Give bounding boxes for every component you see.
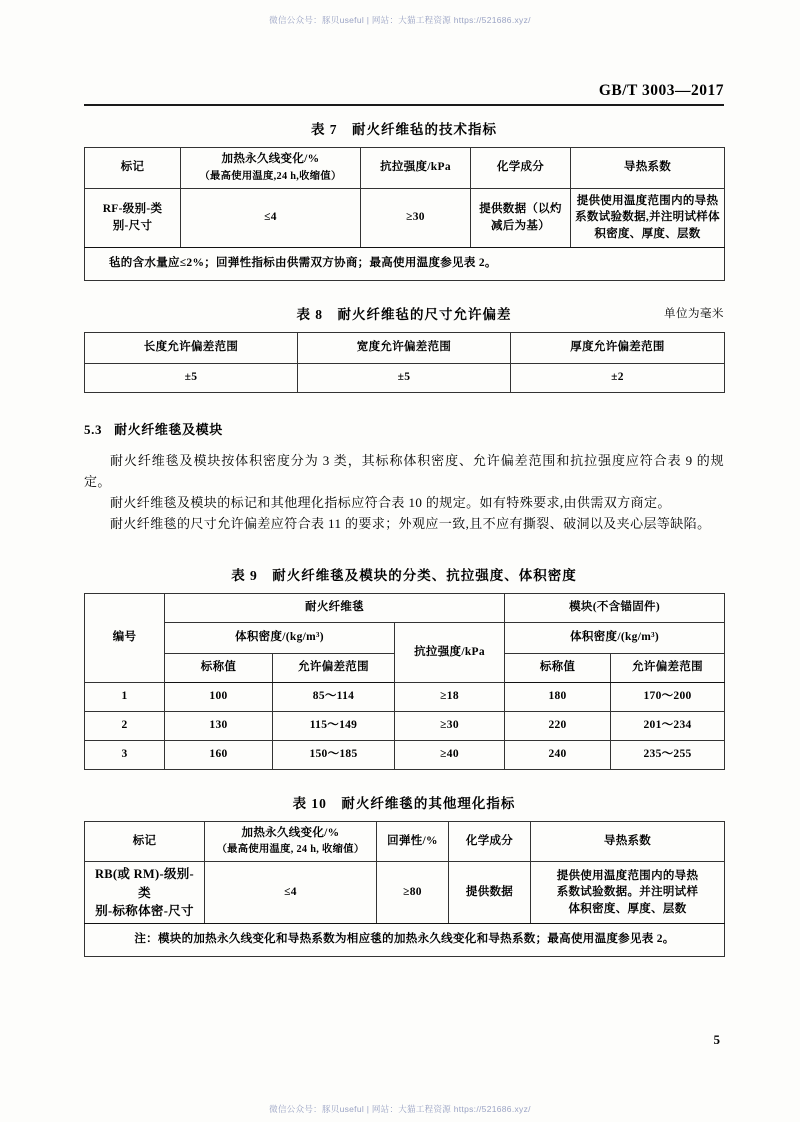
table-row (85, 923, 725, 956)
table9-header-tensile: 抗拉强度/kPa (395, 622, 505, 682)
section-5-3-number: 5.3 (84, 421, 103, 437)
table7-header-chemical: 化学成分 (471, 148, 571, 189)
section-5-3-heading (84, 419, 724, 438)
page-number: 5 (713, 1032, 720, 1047)
table7-header-line-change-l2: （最高使用温度,24 h,收缩值） (199, 170, 342, 182)
table10-header-conductivity: 导热系数 (531, 821, 725, 862)
section-5-3-title: 耐火纤维毯及模块 (114, 421, 223, 437)
table10-cell-resilience: ≥80 (377, 862, 449, 923)
table9-row2-tensile: ≥30 (395, 711, 505, 740)
section-5-3-paragraph-3: 耐火纤维毯的尺寸允许偏差应符合表 11 的要求；外观应一致,且不应有撕裂、破洞以及夹心层等缺陷。 (110, 515, 711, 531)
table9-header-tolerance-module: 允许偏差范围 (611, 653, 725, 682)
table9-row1-module-nominal: 180 (505, 682, 611, 711)
table9-title: 表 9 耐火纤维毯及模块的分类、抗拉强度、体积密度 (231, 567, 577, 583)
table7-cell-conductivity (571, 188, 725, 247)
table-row (85, 862, 725, 923)
table-row (85, 622, 725, 653)
table7-cell-line-change: ≤4 (181, 188, 361, 247)
table10-cell-conductivity-l2: 系数试验数据。并注明试样 (556, 886, 699, 899)
table8-value-thickness: ±2 (511, 363, 725, 392)
table10-cell-conductivity-l1: 提供使用温度范围内的导热 (556, 869, 699, 882)
table9-header-tolerance-blanket: 允许偏差范围 (273, 653, 395, 682)
table-8 (84, 332, 725, 393)
table8-header-length: 长度允许偏差范围 (85, 332, 298, 363)
table7-cell-tensile: ≥30 (361, 188, 471, 247)
table9-header-blanket-group: 耐火纤维毯 (165, 593, 505, 622)
page-content (84, 118, 724, 957)
section-5-3-paragraph-2: 耐火纤维毯及模块的标记和其他理化指标应符合表 10 的规定。如有特殊要求,由供需双方商定。 (110, 494, 671, 510)
table9-row1-blanket-tolerance: 85～114 (273, 682, 395, 711)
table9-row2-blanket-nominal: 130 (165, 711, 273, 740)
table10-note: 注：模块的加热永久线变化和导热系数为相应毯的加热永久线变化和导热系数；最高使用温度参见表 2。 (85, 923, 725, 956)
table9-row2-module-tolerance: 201～234 (611, 711, 725, 740)
table7-cell-mark-l1: RF-级别-类 (102, 202, 163, 215)
table9-row1-no: 1 (85, 682, 165, 711)
table8-title: 表 8 耐火纤维毡的尺寸允许偏差 (296, 306, 512, 322)
table-9 (84, 593, 725, 770)
table9-header-density-module: 体积密度/(kg/m³) (505, 622, 725, 653)
table9-row3-blanket-tolerance: 150～185 (273, 740, 395, 769)
table-row (85, 740, 725, 769)
table9-header-nominal-blanket: 标称值 (165, 653, 273, 682)
table9-row3-tensile: ≥40 (395, 740, 505, 769)
table7-header-conductivity: 导热系数 (571, 148, 725, 189)
table-row (85, 148, 725, 189)
table10-header-line-change (205, 821, 377, 862)
table7-header-mark: 标记 (85, 148, 181, 189)
table-row (85, 188, 725, 247)
table-7 (84, 147, 725, 281)
table8-value-width: ±5 (298, 363, 511, 392)
table10-header-line-change-l1: 加热永久线变化/% (241, 826, 340, 839)
table8-header-thickness: 厚度允许偏差范围 (511, 332, 725, 363)
table9-header-number: 编号 (85, 593, 165, 682)
table-10 (84, 821, 725, 957)
table-row (85, 821, 725, 862)
table-row (85, 332, 725, 363)
table7-cell-conductivity-l2: 系数试验数据,并注明试样体 (575, 211, 720, 224)
table9-row3-blanket-nominal: 160 (165, 740, 273, 769)
table7-title: 表 7 耐火纤维毡的技术指标 (310, 122, 498, 137)
table7-cell-chemical-l1: 提供数据（以灼 (479, 202, 562, 215)
watermark-footer: 微信公众号：豚贝useful | 网站：大猫工程资源 https://521686.xyz/ (269, 1104, 531, 1114)
table9-row3-no: 3 (85, 740, 165, 769)
table7-header-line-change-l1: 加热永久线变化/% (221, 153, 320, 165)
table-row (85, 593, 725, 622)
header-rule (84, 104, 724, 106)
table7-cell-chemical (471, 188, 571, 247)
table7-cell-mark-l2: 别-尺寸 (112, 219, 153, 232)
table10-cell-conductivity (531, 862, 725, 923)
table9-header-nominal-module: 标称值 (505, 653, 611, 682)
table10-cell-conductivity-l3: 体积密度、厚度、层数 (568, 902, 687, 915)
table10-header-resilience: 回弹性/% (377, 821, 449, 862)
table-row (85, 363, 725, 392)
table7-header-tensile: 抗拉强度/kPa (361, 148, 471, 189)
table7-cell-conductivity-l1: 提供使用温度范围内的导热 (576, 194, 719, 207)
table7-cell-chemical-l2: 减后为基） (491, 219, 550, 232)
watermark-header: 微信公众号：豚贝useful | 网站：大猫工程资源 https://521686.xyz/ (269, 15, 531, 25)
table10-header-line-change-l2: （最高使用温度, 24 h, 收缩值） (216, 844, 365, 856)
table8-unit-note: 单位为毫米 (664, 307, 724, 320)
table9-row2-module-nominal: 220 (505, 711, 611, 740)
table10-header-mark: 标记 (85, 821, 205, 862)
table9-row1-module-tolerance: 170～200 (611, 682, 725, 711)
table10-cell-mark-l2: 别-标称体密-尺寸 (95, 903, 194, 918)
table10-title: 表 10 耐火纤维毯的其他理化指标 (292, 795, 516, 811)
table-row (85, 682, 725, 711)
table-row (85, 247, 725, 280)
table9-row2-blanket-tolerance: 115～149 (273, 711, 395, 740)
table8-title-row (84, 303, 724, 323)
table9-header-density-blanket: 体积密度/(kg/m³) (165, 622, 395, 653)
section-5-3-paragraph-1: 耐火纤维毯及模块按体积密度分为 3 类，其标称体积密度、允许偏差范围和抗拉强度应符合表 9 的规定。 (84, 452, 724, 489)
table9-row3-module-tolerance: 235～255 (611, 740, 725, 769)
table7-cell-conductivity-l3: 积密度、厚度、层数 (594, 227, 701, 240)
table7-cell-mark (85, 188, 181, 247)
table-row (85, 711, 725, 740)
table10-cell-line-change: ≤4 (205, 862, 377, 923)
standard-code-header: GB/T 3003—2017 (598, 82, 724, 99)
table7-header-line-change (181, 148, 361, 189)
table9-header-module-group: 模块(不含锚固件) (505, 593, 725, 622)
table9-row3-module-nominal: 240 (505, 740, 611, 769)
table9-row2-no: 2 (85, 711, 165, 740)
table7-note: 毡的含水量应≤2%；回弹性指标由供需双方协商；最高使用温度参见表 2。 (85, 247, 725, 280)
table10-cell-mark-l1: RB(或 RM)-级别-类 (94, 867, 195, 900)
table9-row1-blanket-nominal: 100 (165, 682, 273, 711)
table10-cell-mark (85, 862, 205, 923)
table9-row1-tensile: ≥18 (395, 682, 505, 711)
table8-header-width: 宽度允许偏差范围 (298, 332, 511, 363)
table8-value-length: ±5 (85, 363, 298, 392)
table10-cell-chemical: 提供数据 (449, 862, 531, 923)
table10-header-chemical: 化学成分 (449, 821, 531, 862)
